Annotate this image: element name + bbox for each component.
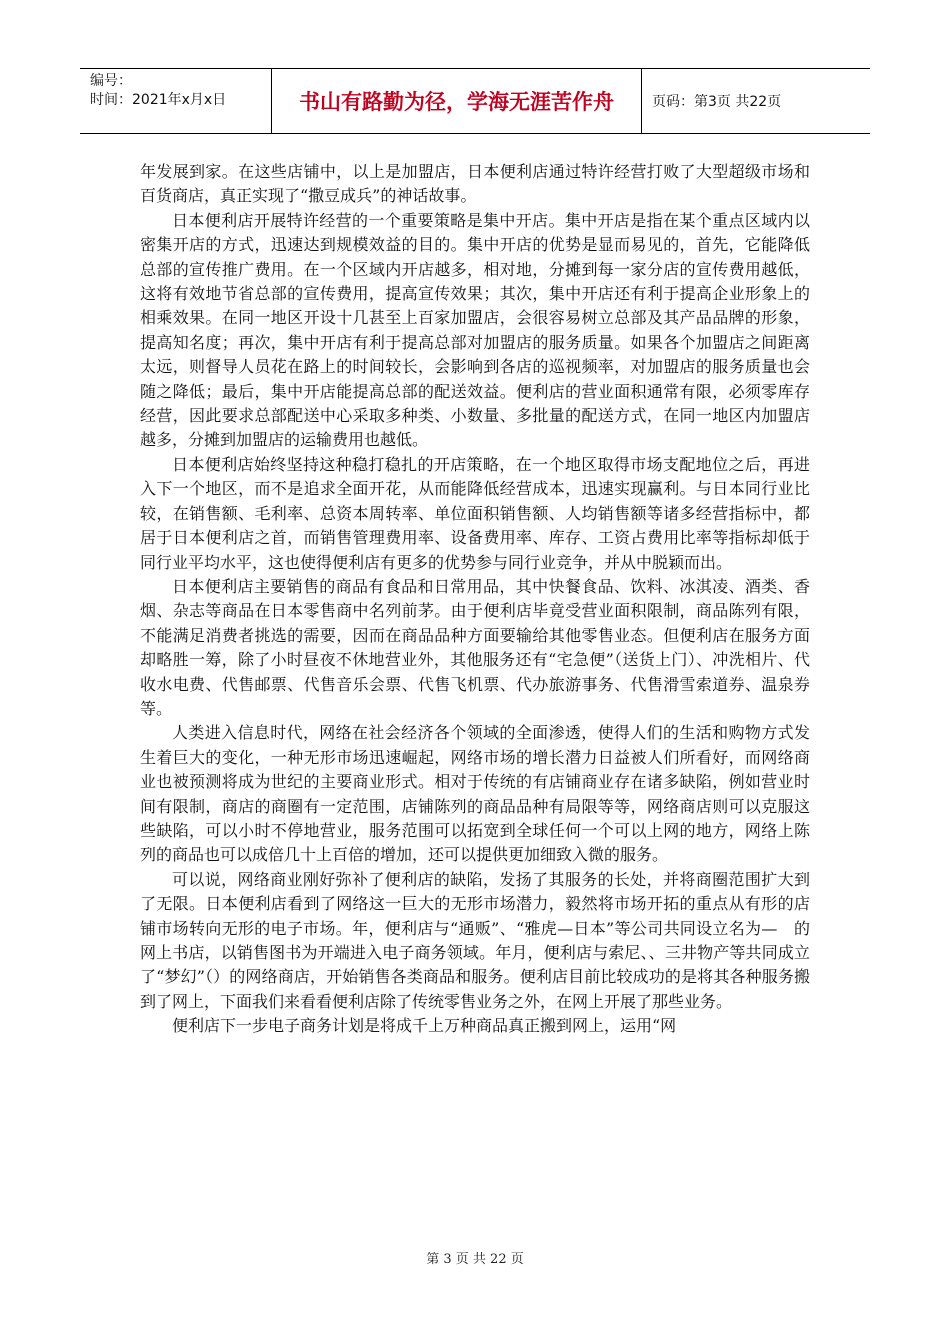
page-header xyxy=(80,68,870,134)
header-motto: 书山有路勤为径，学海无涯苦作舟 xyxy=(272,69,642,133)
body-paragraph: 年发展到家。在这些店铺中，以上是加盟店，日本便利店通过特许经营打败了大型超级市场和百货商店，真正实现了“撒豆成兵”的神话故事。 xyxy=(140,162,810,206)
document-time-label: 时间：2021年x月x日 xyxy=(90,92,227,108)
header-page-label: 页码：第3页 共22页 xyxy=(652,94,782,110)
page-footer: 第 3 页 共 22 页 xyxy=(426,1252,524,1267)
body-paragraph: 日本便利店主要销售的商品有食品和日常用品，其中快餐食品、饮料、冰淇凌、酒类、香烟、杂志等商品在日本零售商中名列前茅。由于便利店毕竟受营业面积限制，商品陈列有限，不能满足消费者挑选的需要，因而在商品品种方面要输给其他零售业态。但便利店在服务方面却略胜一筹，除了小时昼夜不休地营业外，其他服务还有“宅急便”（送货上门）、冲洗相片、代收水电费、代售邮票、代售音乐会票、代售飞机票、代办旅游事务、代售滑雪索道券、温泉券等。 xyxy=(140,576,810,718)
body-paragraph: 人类进入信息时代，网络在社会经济各个领域的全面渗透，使得人们的生活和购物方式发生着巨大的变化，一种无形市场迅速崛起，网络市场的增长潜力日益被人们所看好，而网络商业也被预测将成为世纪的主要商业形式。相对于传统的有店铺商业存在诸多缺陷，例如营业时间有限制，商店的商圈有一定范围，店铺陈列的商品品种有局限等等，网络商店则可以克服这些缺陷，可以小时不停地营业，服务范围可以拓宽到全球任何一个可以上网的地方，网络上陈列的商品也可以成倍几十上百倍的增加，还可以提供更加细致入微的服务。 xyxy=(140,723,810,865)
body-paragraph: 可以说，网络商业刚好弥补了便利店的缺陷，发扬了其服务的长处，并将商圈范围扩大到了无限。日本便利店看到了网络这一巨大的无形市场潜力，毅然将市场开拓的重点从有形的店铺市场转向无形的电子市场。年，便利店与“通贩”、“雅虎—日本”等公司共同设立名为— 的网上书店，以销售图书为开端进入电子商务领域。年月，便利店与索尼、、三井物产等共同成立了“梦幻”（）的网络商店，开始销售各类商品和服务。便利店目前比较成功的是将其各种服务搬到了网上，下面我们来看看便利店除了传统零售业务之外，在网上开展了那些业务。 xyxy=(140,869,810,1011)
document-body xyxy=(140,160,810,1039)
body-paragraph: 日本便利店始终坚持这种稳打稳扎的开店策略，在一个地区取得市场支配地位之后，再进入下一个地区，而不是追求全面开花，从而能降低经营成本，迅速实现赢利。与日本同行业比较，在销售额、毛利率、总资本周转率、单位面积销售额、人均销售额等诸多经营指标中，都居于日本便利店之首，而销售管理费用率、设备费用率、库存、工资占费用比率等指标却低于同行业平均水平，这也使得便利店有更多的优势参与同行业竞争，并从中脱颖而出。 xyxy=(140,454,810,572)
header-meta xyxy=(80,69,272,133)
body-paragraph: 便利店下一步电子商务计划是将成千上万种商品真正搬到网上，运用“网 xyxy=(172,1016,677,1036)
document-number-label: 编号： xyxy=(90,73,132,89)
body-paragraph: 日本便利店开展特许经营的一个重要策略是集中开店。集中开店是指在某个重点区域内以密集开店的方式，迅速达到规模效益的目的。集中开店的优势是显而易见的，首先，它能降低总部的宣传推广费用。在一个区域内开店越多，相对地，分摊到每一家分店的宣传费用越低，这将有效地节省总部的宣传费用，提高宣传效果；其次，集中开店还有利于提高企业形象上的相乘效果。在同一地区开设十几甚至上百家加盟店，会很容易树立总部及其产品品牌的形象，提高知名度；再次，集中开店有利于提高总部对加盟店的服务质量。如果各个加盟店之间距离太远，则督导人员花在路上的时间较长，会影响到各店的巡视频率，对加盟店的服务质量也会随之降低；最后，集中开店能提高总部的配送效益。便利店的营业面积通常有限，必须零库存经营，因此要求总部配送中心采取多种类、小数量、多批量的配送方式，在同一地区内加盟店越多，分摊到加盟店的运输费用也越低。 xyxy=(140,210,810,450)
